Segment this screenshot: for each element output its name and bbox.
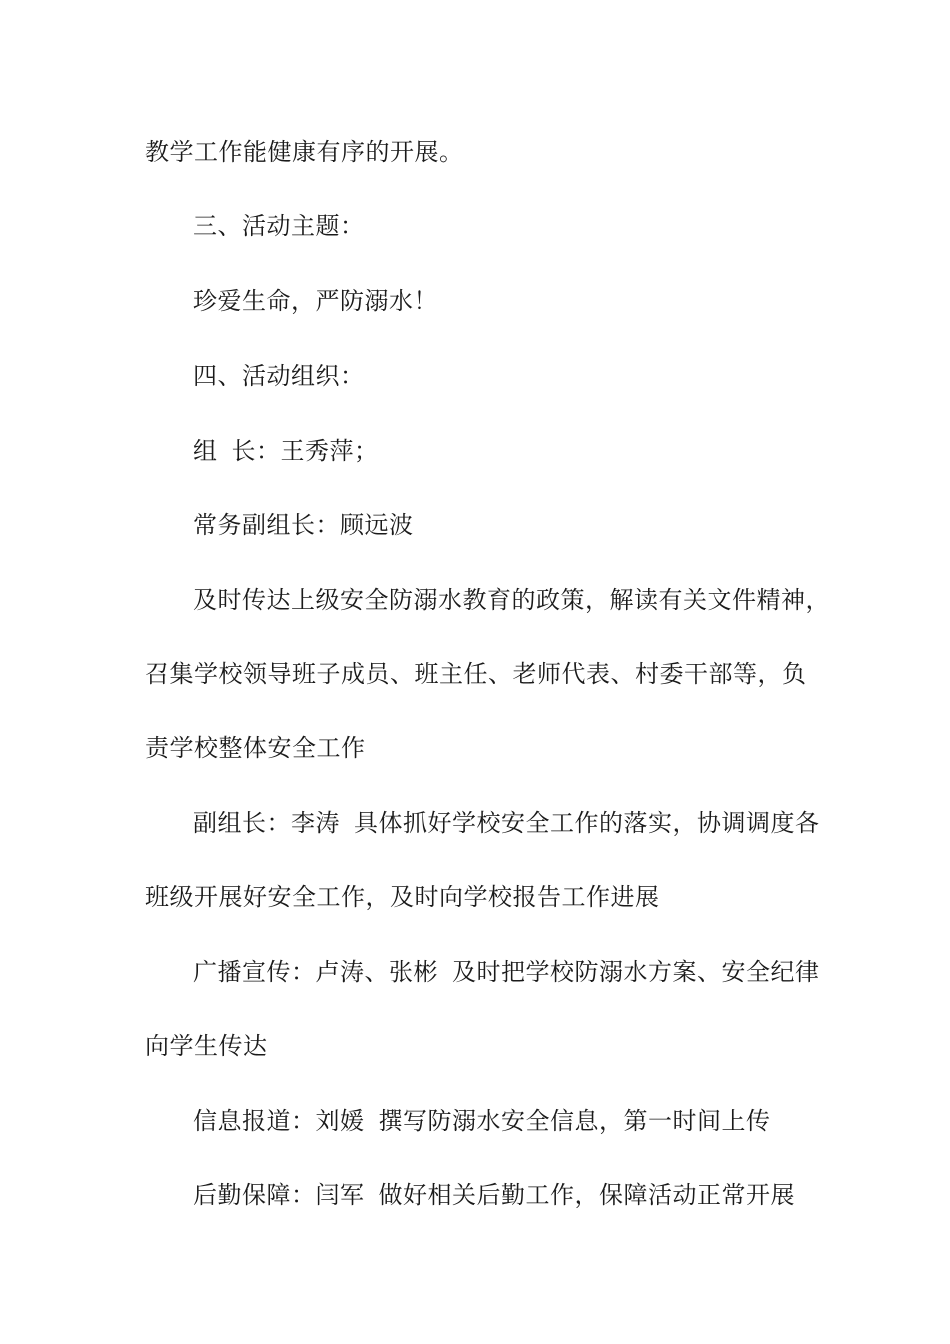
vice-leader-line (193, 808, 820, 838)
leader-label: 组 (193, 437, 218, 465)
executive-vice-leader-line: 常务副组长：顾远波 (193, 511, 414, 539)
paragraph-line: 班级开展好安全工作，及时向学校报告工作进展 (145, 883, 660, 911)
section-heading: 四、活动组织： (193, 362, 365, 390)
logistics-line (193, 1180, 795, 1210)
vice-leader-role: 副组长：李涛 (193, 809, 340, 837)
leader-name: 长：王秀萍； (231, 437, 379, 465)
paragraph-line: 责学校整体安全工作 (145, 734, 366, 762)
info-report-line (193, 1106, 771, 1136)
paragraph-line: 及时传达上级安全防溺水教育的政策，解读有关文件精神， (193, 586, 830, 614)
logistics-role: 后勤保障：闫军 (193, 1181, 365, 1209)
broadcast-line (193, 957, 820, 987)
logistics-duty: 做好相关后勤工作，保障活动正常开展 (378, 1181, 795, 1209)
info-duty: 撰写防溺水安全信息，第一时间上传 (378, 1107, 771, 1135)
theme-text: 珍爱生命，严防溺水！ (193, 287, 438, 315)
section-heading: 三、活动主题： (193, 212, 365, 240)
vice-leader-duty: 具体抓好学校安全工作的落实，协调调度各 (354, 809, 820, 837)
broadcast-role: 广播宣传：卢涛、张彬 (193, 958, 438, 986)
paragraph-line: 教学工作能健康有序的开展。 (145, 138, 464, 166)
broadcast-duty: 及时把学校防溺水方案、安全纪律 (452, 958, 820, 986)
paragraph-line: 召集学校领导班子成员、班主任、老师代表、村委干部等，负 (145, 660, 807, 688)
paragraph-line: 向学生传达 (145, 1032, 268, 1060)
leader-line (193, 436, 379, 466)
info-role: 信息报道：刘媛 (193, 1107, 365, 1135)
